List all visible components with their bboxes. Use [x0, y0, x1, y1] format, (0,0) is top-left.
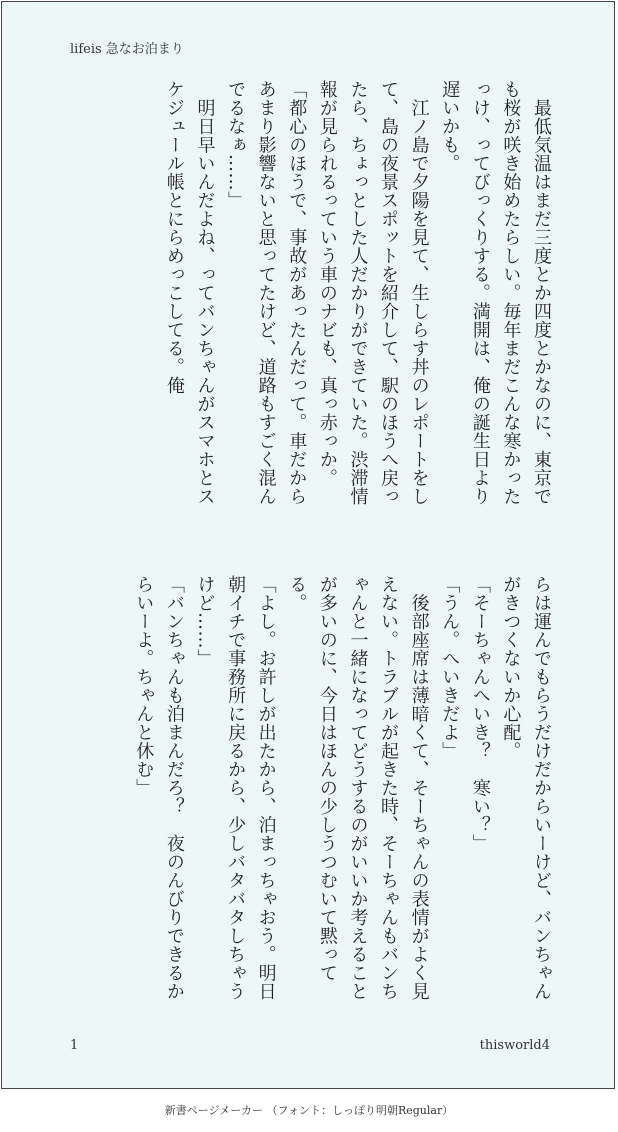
- text-block-lower: らは運んでもらうだけだからいーけど、バンちゃんがきつくないか心配。 「そーちゃんへいき？ 寒い？」 「うん。へいきだよ」 後部座席は薄暗くて、そーちゃんの表情がよく見えない。トラブルが起きた時、そーちゃんもバンちゃんと一緒になってどうするのがいいか考えることが多いのに、今日はほんの少しうつむいて黙ってる。 「よし。お許しが出たから、泊まっちゃおう。明日朝イチで事務所に戻るから、少しバタバタしちゃうけど……」 「バンちゃんも泊まんだろ？ 夜のんびりできるからいーよ。ちゃんと休む」: [133, 575, 552, 1001]
- page-title: lifeis 急なお泊まり: [70, 42, 184, 57]
- maker-credit: 新書ページメーカー （フォント：しっぽり明朝Regular）: [164, 1104, 454, 1117]
- novel-page: [1, 1, 615, 1089]
- author-site: thisworld4: [479, 1038, 550, 1053]
- text-block-upper: 最低気温はまだ三度とか四度とかなのに、東京でも桜が咲き始めたらしい。毎年まだこんな寒かったっけ、ってびっくりする。満開は、俺の誕生日より遅いかも。 江ノ島で夕陽を見て、生しらす丼のレポートをして、島の夜景スポットを紹介して、駅のほうへ戻ったら、ちょっとした人だかりができていた。渋滞情報が見られるっていう車のナビも、真っ赤っか。 「都心のほうで、事故があったんだって。車だからあまり影響ないと思ってたけど、道路もすごく混んでるなぁ……」 明日早いんだよね、ってバンちゃんがスマホとスケジュール帳とにらめっこしてる。俺: [163, 80, 552, 506]
- page-number: 1: [70, 1038, 79, 1053]
